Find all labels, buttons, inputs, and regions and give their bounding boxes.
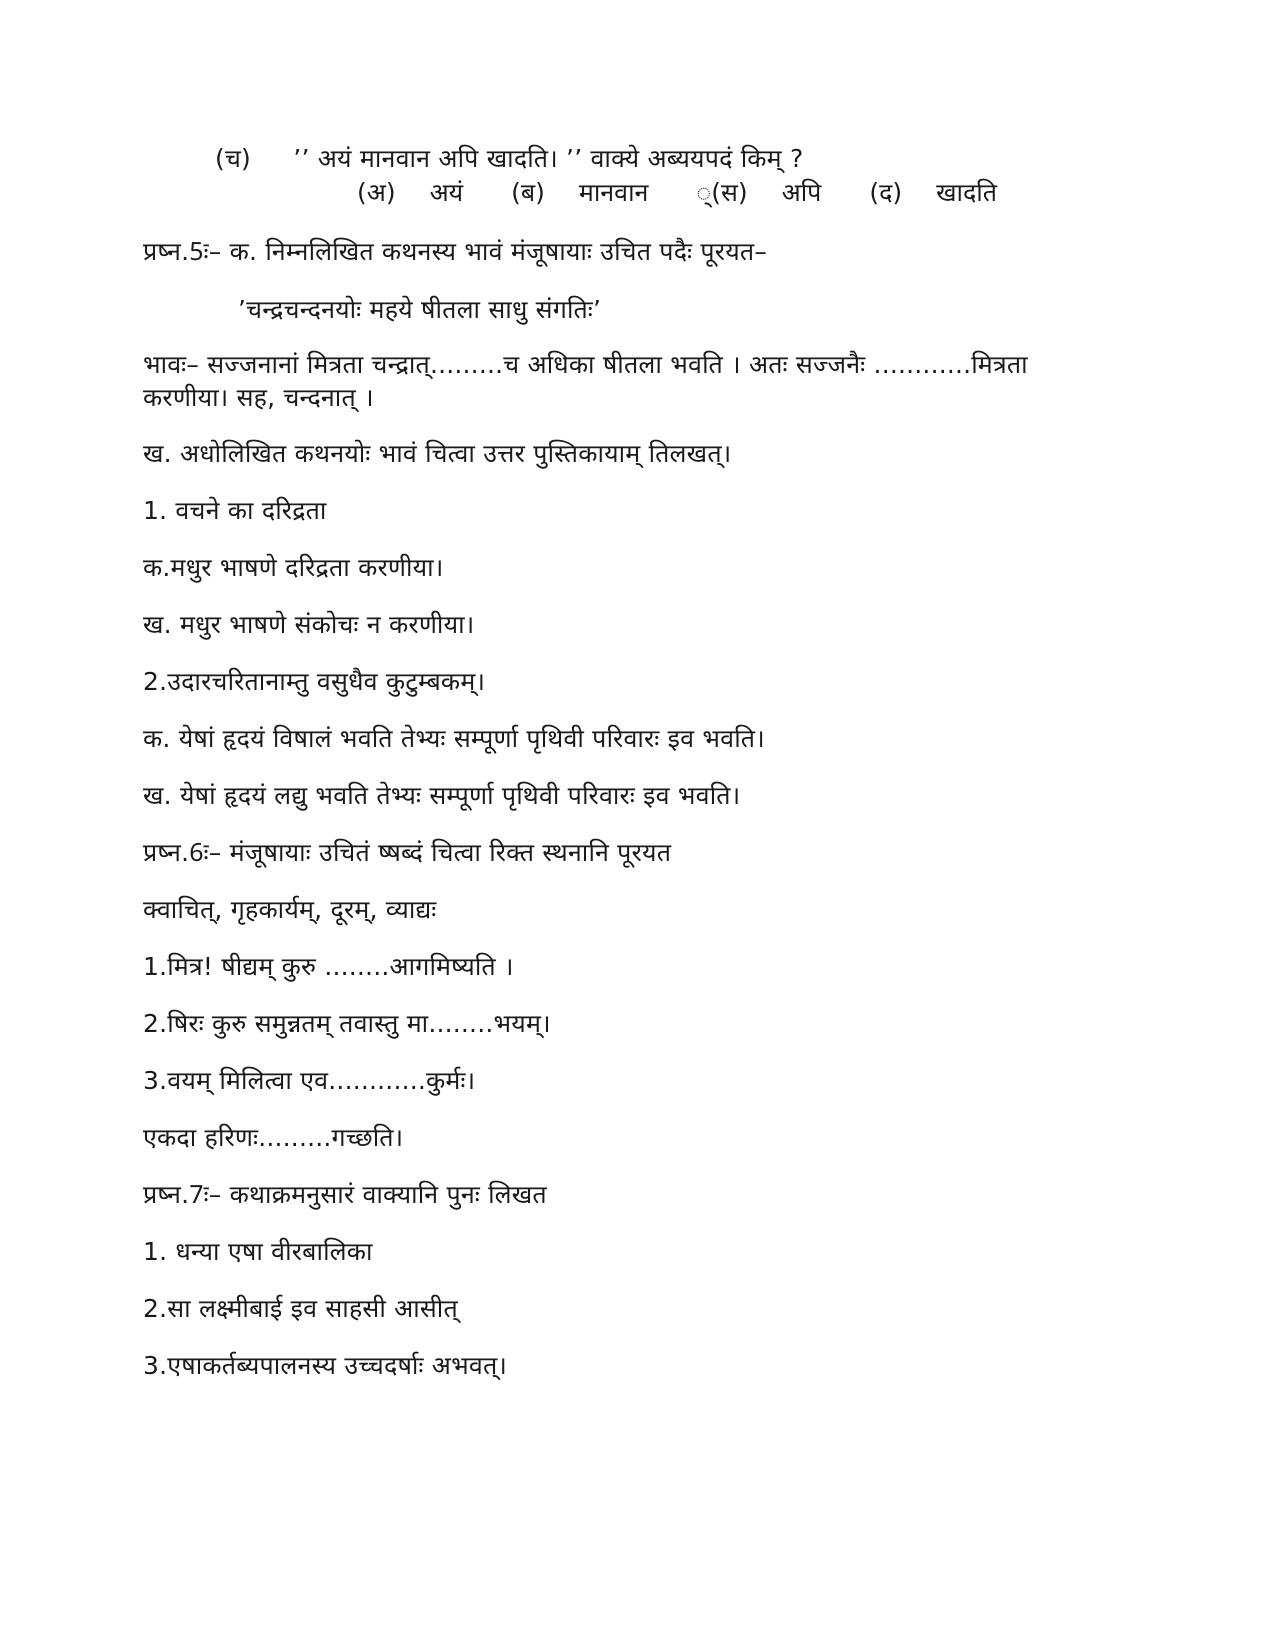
q7-heading: प्रष्न.7ः– कथाक्रमनुसारं वाक्यानि पुनः लिखत [143,1180,547,1209]
q5-part-kha: ख. अधोलिखित कथनयोः भावं चित्वा उत्तर पुस्तिकायाम् तिलखत्। [143,439,732,468]
option-marker-c: ्(स) [696,178,748,207]
q5-heading: प्रष्न.5ः– क. निम्नलिखित कथनस्य भावं मंजूषायाः उचित पदैः पूरयत– [143,237,768,266]
q7-sentence-3: 3.एषाकर्तब्यपालनस्य उच्चदर्षाः अभवत्। [143,1351,508,1380]
q5-quote: ’चन्द्रचन्दनयोः महये षीतला साधु संगतिः’ [238,295,602,324]
q6-word-box: क्वाचित्, गृहकार्यम्, दूरम्, व्याद्यः [143,895,437,924]
q5-bhava-line-2: करणीया। सह, चन्दनात् । [143,383,374,412]
q5-bhava-line-1: भावः– सज्जनानां मित्रता चन्द्रात्.........च अधिका षीतला भवति । अतः सज्जनैः ............मित्रता [143,350,1028,379]
option-text-c: अपि [781,178,822,207]
q4-part-question: ’’ अयं मानवान अपि खादति। ’’ वाक्ये अब्ययपदं किम् ? [293,144,804,173]
q5-item-1-option-b: ख. मधुर भाषणे संकोचः न करणीया। [143,610,475,639]
q5-item-2-option-a: क. येषां हृदयं विषालं भवति तेभ्यः सम्पूर्णा पृथिवी परिवारः इव भवति। [143,724,765,753]
q6-heading: प्रष्न.6ः– मंजूषायाः उचितं ष्षब्दं चित्वा रिक्त स्थनानि पूरयत [143,838,672,867]
option-marker-b: (ब) [511,178,545,207]
q6-sentence-2: 2.षिरः कुरु समुन्नतम् तवास्तु मा........भयम्। [143,1009,551,1038]
q6-sentence-3: 3.वयम् मिलित्वा एव............कुर्मः। [143,1066,476,1095]
option-marker-d: (द) [869,178,903,207]
q4-options [357,176,997,210]
q4-part-cha [215,142,803,176]
q6-sentence-1: 1.मित्र! षीद्यम् कुरु ........आगमिष्यति । [143,952,514,981]
q5-item-2-option-b: ख. येषां हृदयं लद्यु भवति तेभ्यः सम्पूर्णा पृथिवी परिवारः इव भवति। [143,781,741,810]
q7-sentence-1: 1. धन्या एषा वीरबालिका [143,1237,373,1266]
option-text-b: मानवान [578,178,649,207]
option-text-d: खादति [936,178,998,207]
q7-sentence-2: 2.सा लक्ष्मीबाई इव साहसी आसीत् [143,1294,458,1323]
q5-item-2: 2.उदारचरितानाम्तु वसुधैव कुटुम्बकम्। [143,667,486,696]
option-marker-a: (अ) [357,178,396,207]
q4-part-label: (च) [215,144,251,173]
q5-item-1-option-a: क.मधुर भाषणे दरिद्रता करणीया। [143,553,444,582]
q6-sentence-4: एकदा हरिणः.........गच्छति। [143,1123,404,1152]
option-text-a: अयं [429,178,464,207]
q5-item-1: 1. वचने का दरिद्रता [143,496,327,525]
